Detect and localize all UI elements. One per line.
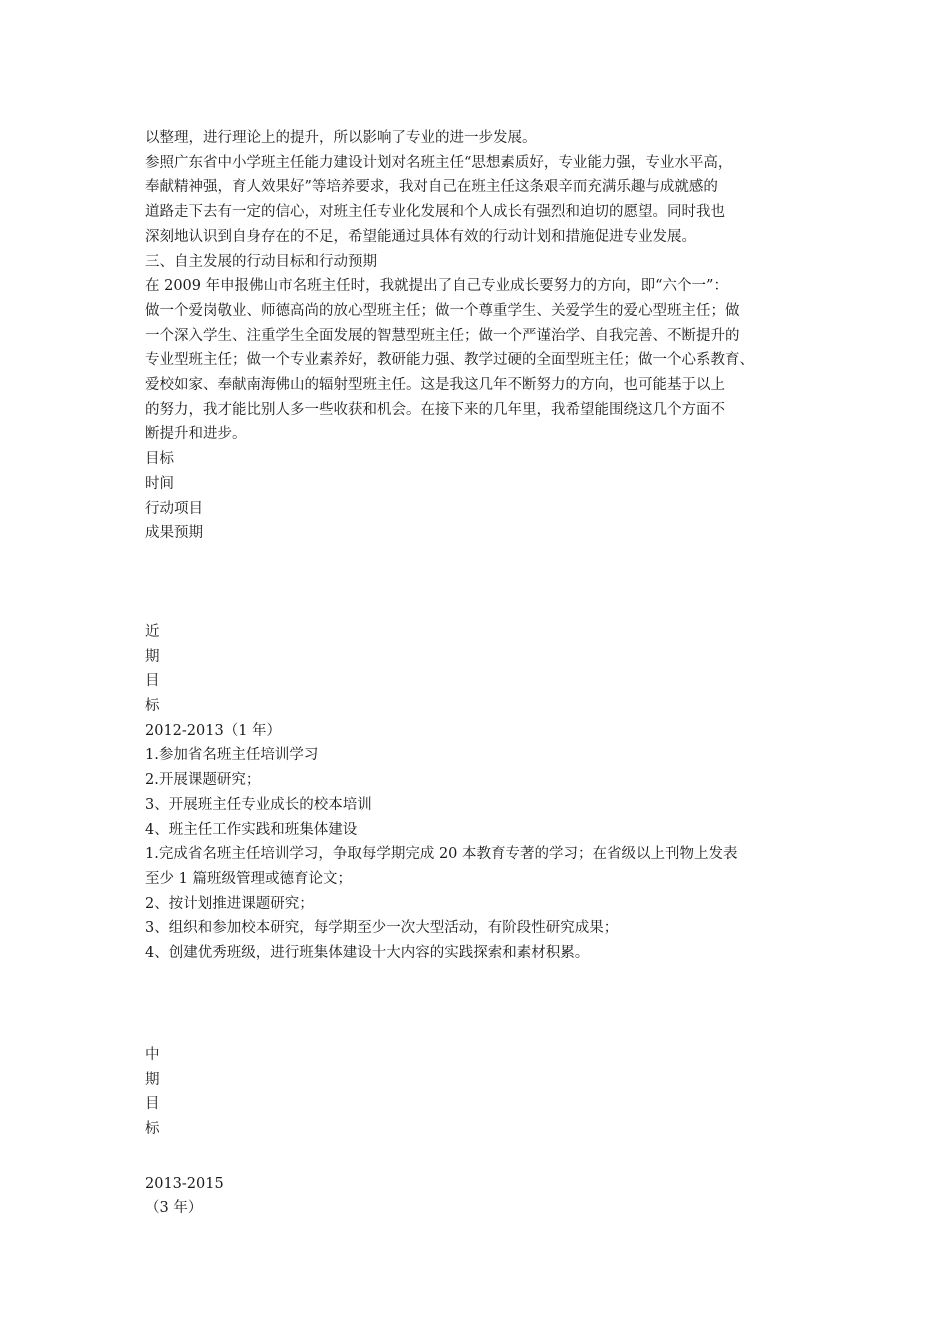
section-heading: 三、自主发展的行动目标和行动预期 xyxy=(145,253,377,270)
outcome-item: 4、创建优秀班级，进行班集体建设十大内容的实践探索和素材积累。 xyxy=(145,945,590,962)
near-term-actions xyxy=(145,743,825,842)
near-term-outcomes xyxy=(145,842,825,966)
mid-term-period-duration: （3 年） xyxy=(145,1200,203,1217)
action-item: 1.参加省名班主任培训学习 xyxy=(145,747,319,764)
near-term-period: 2012-2013（1 年） xyxy=(145,722,282,739)
text-line: 参照广东省中小学班主任能力建设计划对名班主任“思想素质好，专业能力强，专业水平高， xyxy=(145,154,733,171)
table-header-cells xyxy=(145,447,825,546)
action-item: 2.开展课题研究； xyxy=(145,772,261,789)
header-time: 时间 xyxy=(145,475,174,492)
outcome-item: 至少 1 篇班级管理或德育论文； xyxy=(145,870,352,887)
near-term-row xyxy=(145,620,825,966)
label-char: 目 xyxy=(145,1096,160,1113)
label-char: 目 xyxy=(145,673,160,690)
header-goal: 目标 xyxy=(145,451,174,468)
action-item: 3、开展班主任专业成长的校本培训 xyxy=(145,796,372,813)
mid-term-period: 2013-2015 xyxy=(145,1175,224,1192)
text-line: 一个深入学生、注重学生全面发展的智慧型班主任；做一个严谨治学、自我完善、不断提升的 xyxy=(145,327,740,344)
text-line: 的努力，我才能比别人多一些收获和机会。在接下来的几年里，我希望能围绕这几个方面不 xyxy=(145,401,725,418)
near-term-label xyxy=(145,620,825,719)
text-line: 做一个爱岗敬业、师德高尚的放心型班主任；做一个尊重学生、关爱学生的爱心型班主任；做 xyxy=(145,302,740,319)
text-line: 断提升和进步。 xyxy=(145,426,247,443)
text-line: 道路走下去有一定的信心，对班主任专业化发展和个人成长有强烈和迫切的愿望。同时我也 xyxy=(145,204,725,221)
text-line: 深刻地认识到自身存在的不足，希望能通过具体有效的行动计划和措施促进专业发展。 xyxy=(145,228,696,245)
outcome-item: 3、组织和参加校本研究，每学期至少一次大型活动，有阶段性研究成果； xyxy=(145,920,619,937)
action-item: 4、班主任工作实践和班集体建设 xyxy=(145,821,358,838)
header-outcomes: 成果预期 xyxy=(145,525,203,542)
text-line: 爱校如家、奉献南海佛山的辐射型班主任。这是我这几年不断努力的方向，也可能基于以上 xyxy=(145,377,725,394)
outcome-item: 2、按计划推进课题研究； xyxy=(145,895,314,912)
document-body xyxy=(145,126,825,1221)
label-char: 中 xyxy=(145,1046,160,1063)
text-line: 在 2009 年申报佛山市名班主任时，我就提出了自己专业成长要努力的方向，即“六个一”： xyxy=(145,278,728,295)
header-actions: 行动项目 xyxy=(145,500,203,517)
label-char: 近 xyxy=(145,623,160,640)
label-char: 期 xyxy=(145,1071,160,1088)
label-char: 标 xyxy=(145,698,160,715)
text-line: 专业型班主任；做一个专业素养好，教研能力强、教学过硬的全面型班主任；做一个心系教育、 xyxy=(145,352,754,369)
label-char: 标 xyxy=(145,1120,160,1137)
text-line: 奉献精神强，育人效果好”等培养要求，我对自己在班主任这条艰辛而充满乐趣与成就感的 xyxy=(145,179,718,196)
label-char: 期 xyxy=(145,648,160,665)
mid-term-row xyxy=(145,1043,825,1221)
outcome-item: 1.完成省名班主任培训学习，争取每学期完成 20 本教育专著的学习；在省级以上刊物上发表 xyxy=(145,846,738,863)
mid-term-label xyxy=(145,1043,825,1142)
text-line: 以整理，进行理论上的提升，所以影响了专业的进一步发展。 xyxy=(145,130,537,146)
intro-paragraphs xyxy=(145,126,825,447)
